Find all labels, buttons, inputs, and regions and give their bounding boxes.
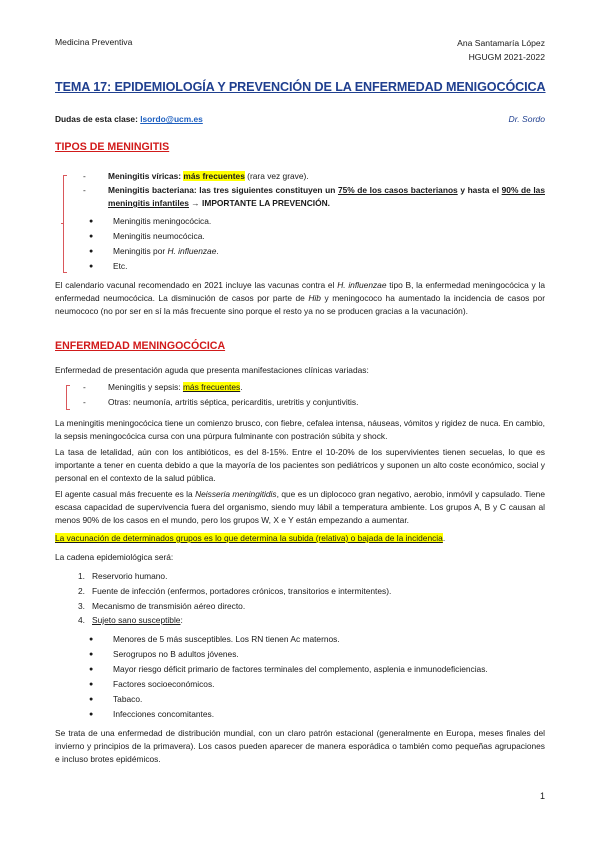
bullet-icon: ● (89, 711, 94, 718)
bullet-icon: ● (89, 233, 94, 240)
professor-name: Dr. Sordo (508, 114, 545, 124)
contact-email-link[interactable]: lsordo@ucm.es (140, 114, 203, 124)
paragraph-vacunacion: La vacunación de determinados grupos es lo que determina la subida (relativa) o bajada de la incidencia. (55, 533, 446, 543)
bullet-icon: ● (89, 263, 94, 270)
bullet-icon: ● (89, 681, 94, 688)
page-title: TEMA 17: EPIDEMIOLOGÍA Y PREVENCIÓN DE LA ENFERMEDAD MENIGOCÓCICA (55, 80, 546, 94)
paragraph-intro: Enfermedad de presentación aguda que presenta manifestaciones clínicas variadas: (55, 365, 369, 375)
highlight: más frecuentes (183, 171, 245, 181)
header-author: Ana Santamaría López (457, 38, 545, 48)
document-page: Medicina Preventiva Ana Santamaría López HGUGM 2021-2022 TEMA 17: EPIDEMIOLOGÍA Y PREVENCIÓN DE LA ENFERMEDAD MENIGOCÓCICA Dudas de esta clase: lsordo@ucm.es Dr. Sordo TIPOS DE MENINGITIS - Meningitis víricas: más frecuentes (rara vez grave). - Meningitis bacteriana: las tres siguientes constituyen un 75% de los casos bacterianos y hasta el 90% de las meningitis infantiles → IMPORTANTE LA PREVENCIÓN. ● Meningitis meningocócica. ● Meningitis neumocócica. ● Meningitis por H. influenzae. ● Etc. El calendario vacunal recomendado en 2021 incluye las vacunas contra el H. influenzae tipo B, la enfermedad meningocócica y la enfermedad neumocócica. La disminución de casos por parte de Hib y meningococo ha aumentado la incidencia de casos por neumococo (no por ser en sí la más frecuente sino porque el resto ya no se producen gracias a la vacunación). ENFERMEDAD MENINGOCÓCICA Enfermedad de presentación aguda que presenta manifestaciones clínicas variadas: - Meningitis y sepsis: más frecuentes. - Otras: neumonía, artritis séptica, pericarditis, uretritis y conjuntivitis. La meningitis meningocócica tiene un comienzo brusco, con fiebre, cefalea intensa, náuseas, vómitos y rigidez de nuca. En cambio, la sepsis meningocócica cursa con una púrpura fulminante con postración súbita y shock. La tasa de letalidad, aún con los antibióticos, es del 8-15%. Entre el 10-20% de los supervivientes tienen secuelas, lo que es importante a tener en cuenta debido a que la mayoría de los pacientes son pediátricos y suponen un alto coste económico, social y personal en el contexto de la salud pública. El agente casual más frecuente es la Neisseria meningitidis, que es un diplococo gran negativo, aerobio, inmóvil y capsulado. Tiene escasa capacidad de supervivencia fuera del organismo, siendo muy lábil a temperatura ambiente. Los grupos A, B y C causan al menos 90% de los casos en el mundo, pero los grupos W, X e Y están empezando a aumentar. La vacunación de determinados grupos es lo que determina la subida (relativa) o bajada de la incidencia. La cadena epidemiológica será: 1. Reservorio humano. 2. Fuente de infección (enfermos, portadores crónicos, transitorios e intermitentes). 3. Mecanismo de transmisión aéreo directo. 4. Sujeto sano susceptible: ● Menores de 5 más susceptibles. Los RN tienen Ac maternos. ● Serogrupos no B adultos jóvenes. ● Mayor riesgo déficit primario de factores terminales del complemento, asplenia e inmunodeficiencias. ● Factores socioeconómicos. ● Tabaco. ● Infecciones concomitantes. Se trata de una enfermedad de distribución mundial, con un claro patrón estacional (generalmente en Europa, meses finales del invierno y principios de la primavera). Los casos pueden aparecer de manera esporádica o también como pequeñas agrupaciones e incluso brotes epidémicos. 1 (55, 37, 546, 801)
contact-line (55, 114, 203, 124)
dash-marker: - (83, 185, 86, 195)
paragraph-letalidad: La tasa de letalidad, aún con los antibióticos, es del 8-15%. Entre el 10-20% de los supervivientes tienen secuelas, lo que es importante a tener en cuenta debido a que la mayoría de los pacientes son pediátricos y suponen un alto coste económico, social y personal en el contexto de la salud pública. (55, 447, 545, 483)
header-course: Medicina Preventiva (55, 37, 133, 47)
highlight: más frecuentes (182, 382, 241, 392)
paragraph-agente: El agente casual más frecuente es la Neisseria meningitidis, que es un diplococo gran negativo, aerobio, inmóvil y capsulado. Tiene escasa capacidad de supervivencia fuera del organismo, siendo muy lábil a temperatura ambiente. Los grupos A, B y C causan al menos 90% de los casos en el mundo, pero los grupos W, X e Y están empezando a aumentar. (55, 489, 545, 525)
dash-marker: - (83, 382, 86, 392)
contact-label: Dudas de esta clase: (55, 114, 138, 124)
header-right (457, 37, 545, 64)
paragraph-calendario: El calendario vacunal recomendado en 2021 incluye las vacunas contra el H. influenzae tipo B, la enfermedad meningocócica y la enfermedad neumocócica. La disminución de casos por parte de Hib y meningococo ha aumentado la incidencia de casos por neumococo (no por ser en sí la más frecuente sino porque el resto ya no se producen gracias a la vacunación). (55, 280, 545, 316)
paragraph-distribucion: Se trata de una enfermedad de distribución mundial, con un claro patrón estacional (generalmente en Europa, meses finales del invierno y principios de la primavera). Los casos pueden aparecer de manera esporádica o también como pequeñas agrupaciones e incluso brotes epidémicos. (55, 728, 545, 764)
section-heading-enfermedad: ENFERMEDAD MENINGOCÓCICA (55, 340, 226, 352)
section-heading-tipos: TIPOS DE MENINGITIS (55, 141, 170, 153)
bullet-icon: ● (89, 248, 94, 255)
dash-marker: - (83, 171, 86, 181)
dash-marker: - (83, 397, 86, 407)
bracket-tick (61, 223, 64, 224)
page-number: 1 (539, 791, 545, 801)
paragraph-clinica: La meningitis meningocócica tiene un comienzo brusco, con fiebre, cefalea intensa, náuseas, vómitos y rigidez de nuca. En cambio, la sepsis meningocócica cursa con una púrpura fulminante con postración súbita y shock. (55, 418, 545, 441)
bullet-icon: ● (89, 636, 94, 643)
highlight: La vacunación de determinados grupos es lo que determina la subida (relativa) o bajada de la incidencia (55, 533, 443, 543)
bracket-decoration (66, 385, 70, 410)
bullet-icon: ● (89, 651, 94, 658)
bullet-icon: ● (89, 666, 94, 673)
paragraph-cadena-intro: La cadena epidemiológica será: (55, 552, 174, 562)
header-hospital-year: HGUGM 2021-2022 (468, 51, 545, 62)
bullet-icon: ● (89, 218, 94, 225)
bullet-icon: ● (89, 696, 94, 703)
bracket-decoration (63, 175, 67, 273)
